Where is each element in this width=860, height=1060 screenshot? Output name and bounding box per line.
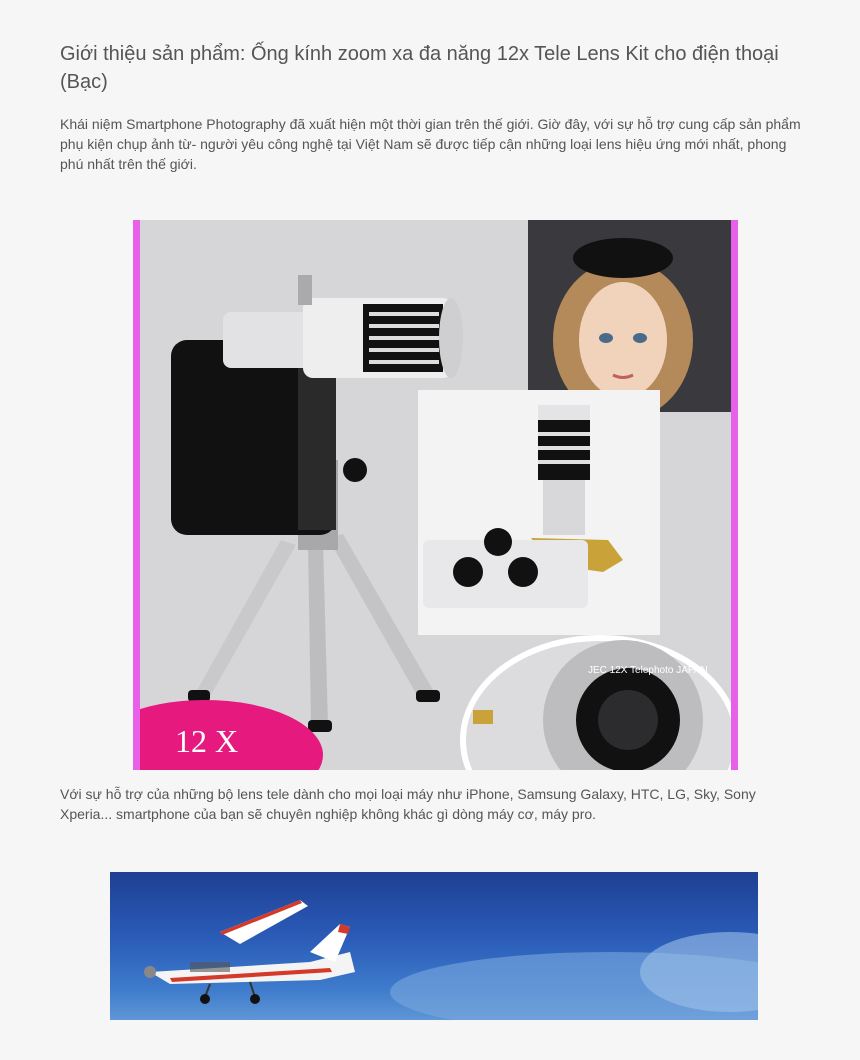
intro-paragraph: Khái niệm Smartphone Photography đã xuất hiện một thời gian trên thế giới. Giờ đây, với sự hỗ trợ cung cấp sản phẩm phụ kiện chụp ảnh từ- người yêu công nghệ tại Việt Nam sẽ được tiếp cận những loại lens hiệu ứng mới nhất, phong phú nhất trên thế giới. [60,116,801,172]
page-title: Giới thiệu sản phẩm: Ống kính zoom xa đa năng 12x Tele Lens Kit cho điện thoại (Bạc) [60,43,779,93]
lens-kit-illustration [133,220,738,770]
airplane-icon [144,900,355,1004]
product-image-airplane [110,872,758,1020]
product-image-lens-kit [133,220,738,770]
zoom-badge-text: 12 X [175,723,239,759]
compatibility-paragraph: Với sự hỗ trợ của những bộ lens tele dành cho mọi loại máy như iPhone, Samsung Galaxy, HTC, LG, Sky, Sony Xperia... smartphone của bạn sẽ chuyên nghiệp không khác gì dòng máy cơ, máy pro. [60,786,756,822]
airplane-illustration [110,872,758,1020]
lens-engraving-text: JEC 12X Telephoto JAPAN [588,665,708,676]
